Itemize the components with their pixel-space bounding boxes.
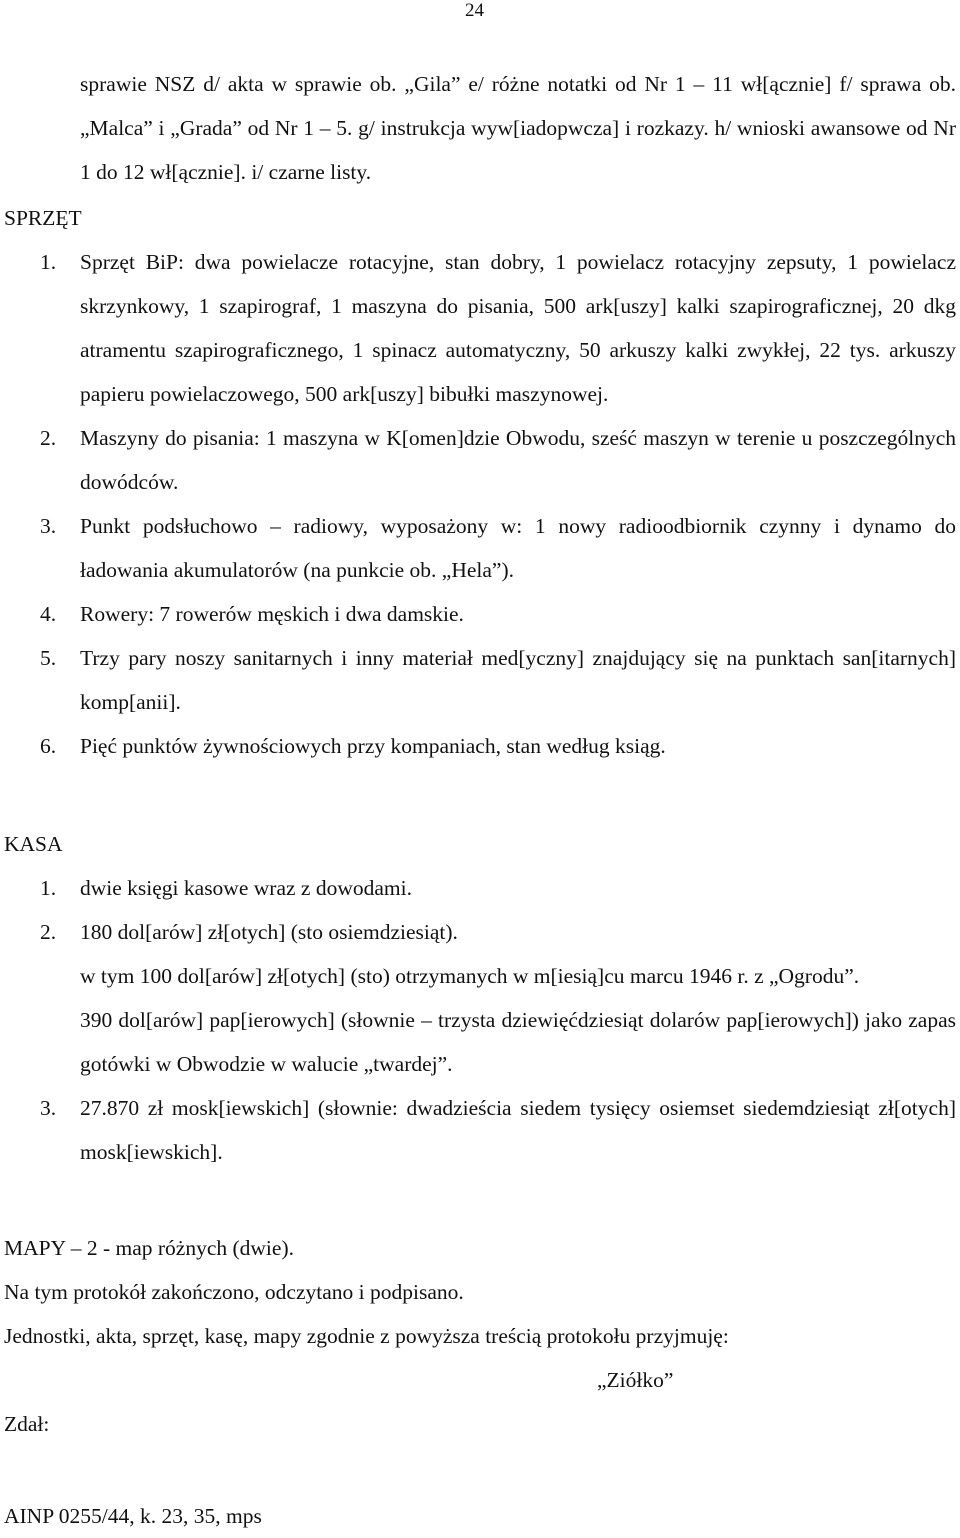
closing-line: Na tym protokół zakończono, odczytano i podpisano. [4, 1280, 464, 1304]
item-number: 2. [40, 920, 57, 944]
maps-line: MAPY – 2 - map różnych (dwie). [4, 1236, 294, 1260]
acceptance-line: Jednostki, akta, sprzęt, kasę, mapy zgodnie z powyższa treścią protokołu przyjmuję: [4, 1324, 729, 1348]
item-text: Punkt podsłuchowo – radiowy, wyposażony w: 1 nowy radioodbiornik czynny i dynamo do ładowania akumulatorów (na punkcie ob. „Hela”). [80, 514, 956, 582]
item-number: 3. [40, 514, 57, 538]
equipment-heading: SPRZĘT [4, 206, 82, 230]
intro-section [0, 62, 960, 194]
signature: „Ziółko” [597, 1368, 674, 1392]
item-number: 5. [40, 646, 57, 670]
equipment-list [0, 240, 960, 768]
item-text: Rowery: 7 rowerów męskich i dwa damskie. [80, 602, 464, 626]
list-item [0, 866, 960, 910]
equipment-section [0, 196, 960, 768]
list-item [0, 240, 960, 416]
item-text: dwie księgi kasowe wraz z dowodami. [80, 876, 412, 900]
list-item [0, 636, 960, 724]
cash-heading: KASA [4, 832, 63, 856]
list-item [0, 592, 960, 636]
page-number: 24 [465, 0, 484, 21]
source-reference: AINP 0255/44, k. 23, 35, mps [4, 1504, 262, 1528]
cash-section [0, 822, 960, 1174]
item-number: 6. [40, 734, 57, 758]
item-text: 180 dol[arów] zł[otych] (sto osiemdziesiąt). [80, 920, 458, 944]
item-number: 3. [40, 1096, 57, 1120]
closing-section [0, 1226, 960, 1446]
list-item [0, 724, 960, 768]
item-number: 2. [40, 426, 57, 450]
cash-note: 390 dol[arów] pap[ierowych] (słownie – trzysta dziewięćdziesiąt dolarów pap[ierowych]) jako zapas gotówki w Obwodzie w walucie „twardej”. [80, 1008, 956, 1076]
handed-over-label: Zdał: [4, 1412, 50, 1436]
item-text: Trzy pary noszy sanitarnych i inny materiał med[yczny] znajdujący się na punktach san[itarnych] komp[anii]. [80, 646, 956, 714]
source-section [0, 1494, 960, 1538]
item-number: 1. [40, 876, 57, 900]
list-item [0, 416, 960, 504]
list-item [0, 1086, 960, 1174]
item-text: Pięć punktów żywnościowych przy kompaniach, stan według ksiąg. [80, 734, 666, 758]
item-number: 1. [40, 250, 57, 274]
cash-note: w tym 100 dol[arów] zł[otych] (sto) otrzymanych w m[iesią]cu marcu 1946 r. z „Ogrodu”. [80, 964, 860, 988]
item-number: 4. [40, 602, 57, 626]
list-item [0, 504, 960, 592]
list-item [0, 910, 960, 954]
intro-paragraph: sprawie NSZ d/ akta w sprawie ob. „Gila” e/ różne notatki od Nr 1 – 11 wł[ącznie] f/ sprawa ob. „Malca” i „Grada” od Nr 1 – 5. g/ instrukcja wyw[iadopwcza] i rozkazy. h/ wnioski awansowe od Nr 1 do 12 wł[ącznie]. i/ czarne listy. [80, 72, 956, 184]
item-text: 27.870 zł mosk[iewskich] (słownie: dwadzieścia siedem tysięcy osiemset siedemdziesiąt zł[otych] mosk[iewskich]. [80, 1096, 956, 1164]
item-text: Maszyny do pisania: 1 maszyna w K[omen]dzie Obwodu, sześć maszyn w terenie u poszczególnych dowódców. [80, 426, 956, 494]
item-text: Sprzęt BiP: dwa powielacze rotacyjne, stan dobry, 1 powielacz rotacyjny zepsuty, 1 powielacz skrzynkowy, 1 szapirograf, 1 maszyna do pisania, 500 ark[uszy] kalki szapirograficznej, 20 dkg atramentu szapirograficznego, 1 spinacz automatyczny, 50 arkuszy kalki zwykłej, 22 tys. arkuszy papieru powielaczowego, 500 ark[uszy] bibułki maszynowej. [80, 250, 956, 406]
